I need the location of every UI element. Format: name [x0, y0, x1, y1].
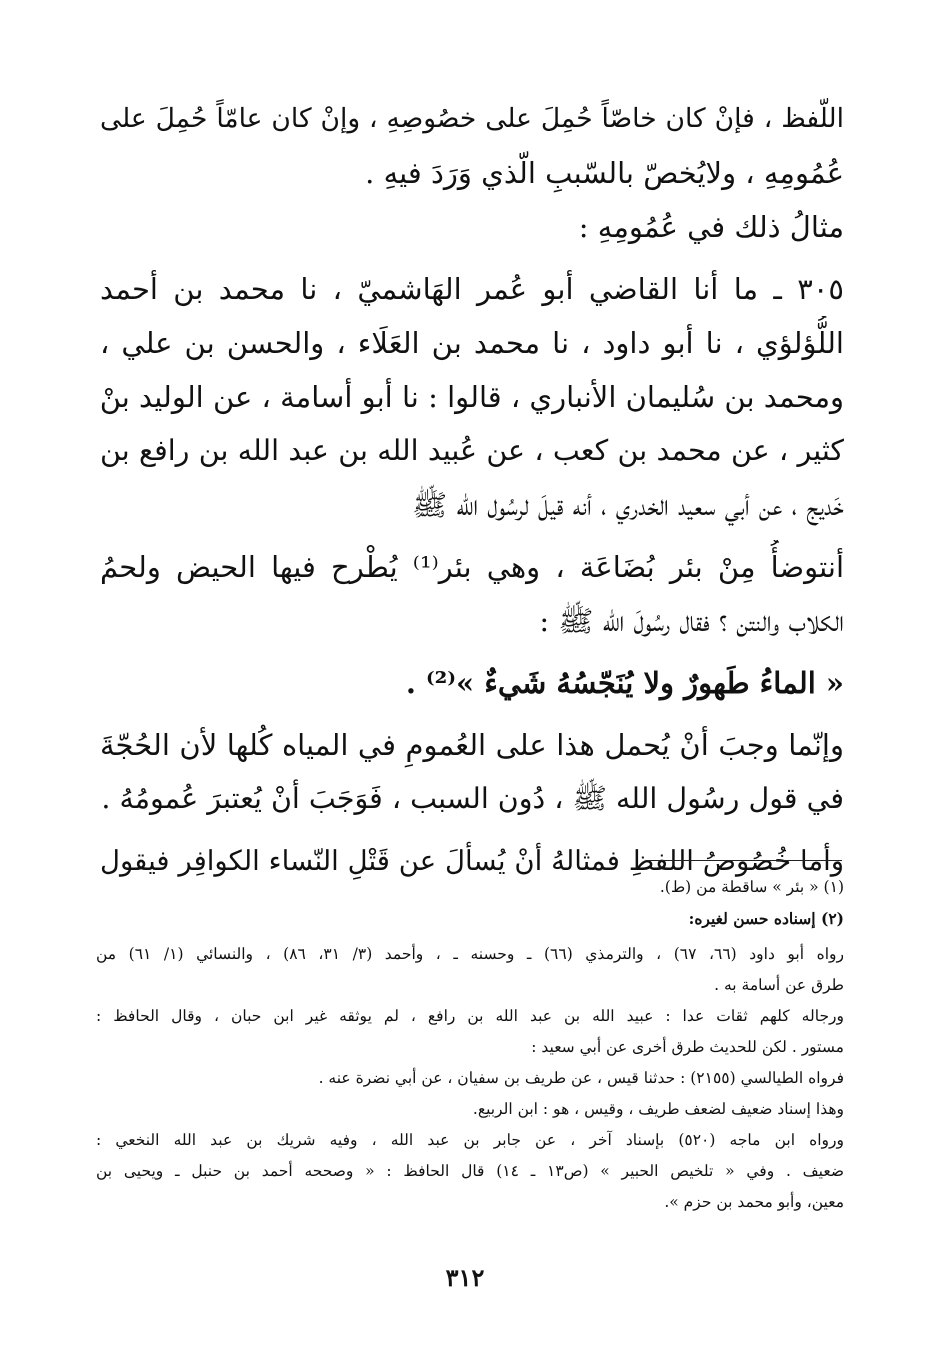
text-line: ومحمد بن سُليمان الأنباري ، قالوا : نا أبو أسامة ، عن الوليد بنْ [100, 380, 844, 414]
text-line: وأما خُصُوصُ اللفظِ فمثالهُ أنْ يُسألَ عن قَتْلِ النّساء الكوافِر فيقول [100, 845, 844, 877]
text-line: الكلاب والنتن ؟ فقال رسُولَ الله ﷺ : [539, 604, 844, 638]
footnote-line: معين، وأبو محمد بن حزم ». [664, 1193, 844, 1211]
text-line: كثير ، عن محمد بن كعب ، عن عُبيد الله بن عبد الله بن رافع بن [100, 434, 844, 467]
footnote-divider [646, 860, 842, 861]
footnotes [96, 872, 844, 1218]
text-line: عُمُومِهِ ، ولايُخصّ بالسّببِ الّذي وَرَدَ فيهِ . [365, 156, 844, 190]
hadith-quote: « الماءُ طَهورٌ ولا يُنَجّسُهُ شَيءٌ »⁽²⁾ . [405, 666, 844, 700]
page-number: ٣١٢ [445, 1263, 485, 1292]
text-line: مثالُ ذلك في عُمُومِهِ : [578, 210, 844, 244]
footnote-line: مستور . لكن للحديث طرق أخرى عن أبي سعيد : [531, 1038, 844, 1056]
footnote-2-heading: (٢) إسناده حسن لغيره: [688, 909, 844, 928]
text-line: اللُّؤلؤي ، نا أبو داود ، نا محمد بن العَلَاء ، والحسن بن علي ، [100, 326, 844, 360]
text-line: وإنّما وجبَ أنْ يُحمل هذا على العُمومِ في المياه كُلها لأن الحُجّةَ [100, 728, 844, 762]
footnote-1: (١) « بئر » ساقطة من (ط). [659, 878, 844, 896]
hadith-line: ٣٠٥ ـ ما أنا القاضي أبو عُمر الهَاشميّ ، نا محمد بن أحمد [100, 272, 844, 306]
text-line: في قول رسُول الله ﷺ ، دُون السبب ، فَوَجَبَ أنْ يُعتبرَ عُمومُهُ . [101, 782, 844, 815]
footnote-line: وهذا إسناد ضعيف لضعف طريف ، وقيس ، هو : ابن الربيع. [472, 1100, 844, 1118]
footnote-line: طرق عن أسامة به . [714, 976, 844, 994]
footnote-line: ضعيف . وفي « تلخيص الحبير » (ص١٣ ـ ١٤) قال الحافظ : « وصححه أحمد بن حنبل ـ ويحيى بن [96, 1162, 844, 1180]
text-line: أنتوضأُ مِنْ بئر بُضَاعَة ، وهي بئر⁽¹⁾ يُطْرح فيها الحيض ولحمُ [100, 550, 844, 584]
footnote-line: فرواه الطيالسي (٢١٥٥) : حدثنا قيس ، عن طريف بن سفيان ، عن أبي نضرة عنه . [318, 1069, 844, 1087]
main-text [100, 92, 844, 888]
text-line: اللّفظ ، فإنْ كان خاصّاً حُمِلَ على خصُوصِهِ ، وإنْ كان عامّاً حُمِلَ على [100, 103, 844, 134]
footnote-line: رواه أبو داود (٦٦، ٦٧) ، والترمذي (٦٦) ـ وحسنه ـ ، وأحمد (٣/ ٣١، ٨٦) ، والنسائي (١/ ٦١) من [96, 945, 844, 963]
footnote-line: ورجاله كلهم ثقات عدا : عبيد الله بن عبد الله بن رافع ، لم يوثقه غير ابن حبان ، وقال الحافظ : [96, 1007, 844, 1025]
text-line: خَديج ، عن أبي سعيد الخدري ، أنه قيلَ لرسُول الله ﷺ [412, 488, 844, 522]
footnote-line: ورواه ابن ماجه (٥٢٠) بإسناد آخر ، عن جابر بن عبد الله ، وفيه شريك بن عبد الله النخعي : [96, 1131, 844, 1149]
